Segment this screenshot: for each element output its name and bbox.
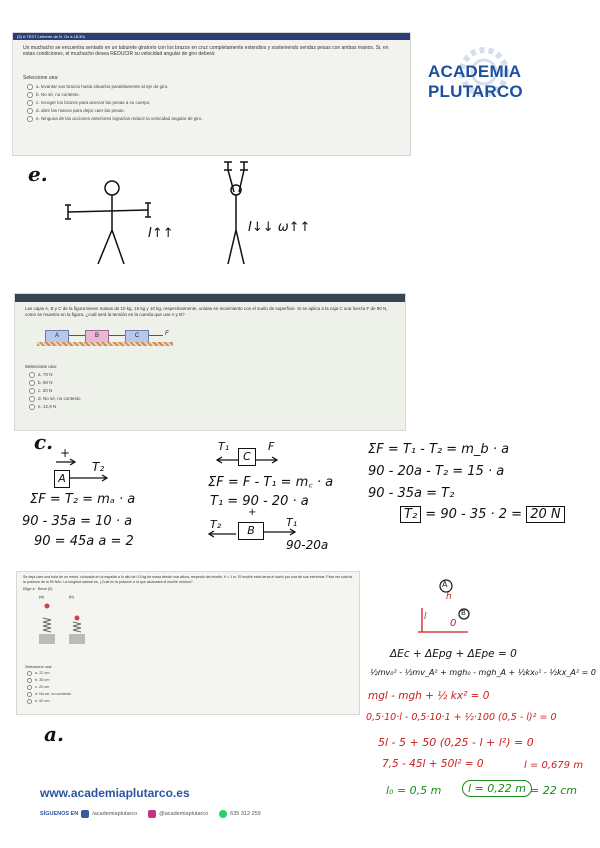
option-b[interactable]: b. No sé, no contesto. — [27, 91, 203, 99]
facebook-icon[interactable] — [81, 810, 89, 818]
radio-icon[interactable] — [27, 699, 32, 704]
work-eq-5: 5l - 5 + 50 (0,25 - l + l²) = 0 — [378, 736, 534, 749]
radio-icon[interactable] — [27, 678, 32, 683]
question-1-text: Un muchacho se encuentra sentado en un taburete giratorio con los brazos en cruz completamente extendios y sosteniendo sendas pesas con ambas manos. Si, en estas condiciones, el muchacho desea REDUCIR su velocidad angular de giro deberá: — [23, 45, 389, 57]
rope-ab — [69, 335, 85, 336]
option-a[interactable]: a. 70 N — [29, 371, 81, 379]
radio-icon[interactable] — [29, 380, 35, 386]
zero-label: 0 — [450, 618, 457, 629]
force-arrow — [149, 335, 163, 336]
rope-bc — [109, 335, 125, 336]
plus-direction-b: + — [248, 507, 257, 518]
option-b[interactable]: b. 90 N — [29, 379, 81, 387]
option-d[interactable]: d. No sé, no contesto — [29, 395, 81, 403]
boxes-diagram — [37, 328, 177, 348]
box-c-drawn: C — [238, 448, 256, 466]
arrow-left-icon — [206, 530, 236, 538]
option-c[interactable]: c. 20 cm — [27, 684, 71, 691]
option-c[interactable]: c. 20 N — [29, 387, 81, 395]
work-eq-3: mgl - mgh + ½ kx² = 0 — [368, 690, 490, 702]
whatsapp-number[interactable]: 635 312 259 — [230, 811, 261, 817]
box-b: B — [85, 330, 109, 343]
length-label: l — [424, 612, 427, 622]
eq-a-1: ΣF = T₂ = mₐ · a — [30, 492, 136, 507]
question-3-screenshot — [16, 571, 360, 715]
option-e[interactable]: e. 12,9 N — [29, 403, 81, 411]
figure-label-b: (b) — [69, 594, 74, 599]
tension-t2-label: T₂ — [92, 460, 105, 474]
box-b-drawn: B — [238, 522, 264, 540]
eq-right-4 — [400, 506, 565, 523]
work-eq-4: 0,5·10·l - 0,5·10·1 + ½·100 (0,5 - l)² = 0 — [366, 712, 557, 723]
note-moment-increase: I↑↑ — [148, 226, 174, 241]
answer-letter-q1: e. — [28, 162, 48, 186]
footer-social-row — [40, 810, 261, 818]
arrow-left-icon — [214, 456, 238, 464]
question-3-text: Se deja caer una bola de un metro, colocada en la espalda a lo alto de 0,5 kg de masa desde una altura, respecto del muelle, h = 1 m. El muelle está cerca el suelo por una de sus extremos. Para ver cuál es la posición de la 50 N/m. La longitud natural es, ¿Cuál es la posición a la que alcanzará el muelle mínimo? — [23, 575, 353, 584]
question-3-options — [27, 670, 71, 705]
work-result-side: l = 0,679 m — [524, 760, 584, 771]
circle-a-label: A — [442, 580, 448, 589]
note-moment-decrease: I↓↓ ω↑↑ — [248, 220, 311, 235]
option-a[interactable]: a. 22 cm — [27, 670, 71, 677]
radio-icon[interactable] — [27, 100, 33, 106]
spring-figure — [33, 594, 87, 646]
arrow-right-icon — [56, 458, 78, 466]
box-c: C — [125, 330, 149, 343]
whatsapp-icon[interactable] — [219, 810, 227, 818]
radio-icon[interactable] — [29, 372, 35, 378]
option-c[interactable]: c. recoger los brazos para acercar las pesas a su cuerpo. — [27, 99, 203, 107]
radio-icon[interactable] — [27, 84, 33, 90]
option-a[interactable]: a. levantar sus brazos hasta situarlos paralelamente al eje de giro. — [27, 83, 203, 91]
follow-label: SÍGUENOS EN — [40, 811, 79, 817]
question-1-screenshot — [12, 32, 411, 156]
work-eq-2: ½mv₀² - ½mv_A² + mgh₀ - mgh_A + ½kx₀² - ½kx_A² = 0 — [370, 668, 596, 677]
option-d[interactable]: d. No sé, no contesto — [27, 691, 71, 698]
question-2-options — [29, 371, 81, 411]
ground-hatch — [37, 342, 173, 346]
tension-t2-label-b: T₂ — [210, 518, 222, 531]
question-1-options — [27, 83, 203, 123]
option-b[interactable]: b. 35 cm — [27, 677, 71, 684]
height-label: h — [446, 592, 452, 602]
boxed-t2: T₂ — [400, 506, 421, 523]
footer-website-link[interactable]: www.academiaplutarco.es — [40, 786, 190, 800]
force-f-label-c: F — [268, 440, 275, 453]
tension-arrow-icon — [70, 474, 110, 482]
question-3-score: Elige a · Bene (0) — [23, 587, 53, 591]
box-a: A — [45, 330, 69, 343]
radio-icon[interactable] — [29, 396, 35, 402]
radio-icon[interactable] — [29, 388, 35, 394]
option-d[interactable]: d. abrir las manos para dejar caer las pesas. — [27, 107, 203, 115]
tension-t1-label-b: T₁ — [286, 516, 298, 529]
question-2-text: Las cajas A, B y C de la figura tienen masas de 10 kg, 15 kg y 10 kg, respectivamente, unidas en movimiento con el suelo de superficie. Si se aplica a la caja C una fuerza F de 90 N, como se muestra en la figura, ¿cuál será la tensión en la cuerda que une A y B? — [25, 306, 388, 317]
circle-b-label: B — [461, 609, 466, 617]
eq-right-1: ΣF = T₁ - T₂ = m_b · a — [368, 442, 510, 457]
radio-icon[interactable] — [27, 671, 32, 676]
eq-a-2: 90 - 35a = 10 · a — [22, 514, 133, 529]
circled-result: l = 0,22 m — [462, 780, 532, 797]
radio-icon[interactable] — [27, 116, 33, 122]
arrow-right-icon — [256, 456, 280, 464]
boxed-result: 20 N — [526, 506, 564, 523]
radio-icon[interactable] — [27, 692, 32, 697]
work-eq-6: 7,5 - 45l + 50l² = 0 — [382, 758, 484, 770]
option-e[interactable]: e. 60 cm — [27, 698, 71, 705]
question-1-prompt: Seleccione una: — [23, 75, 59, 81]
brand-logo — [414, 44, 589, 100]
figure-label-a: (a) — [39, 594, 44, 599]
question-2-prompt: Seleccione una: — [25, 364, 58, 369]
eq-c-2: T₁ = 90 - 20 · a — [210, 494, 309, 509]
eq-a-3: 90 = 45a a = 2 — [34, 534, 134, 549]
tension-t1-label-c: T₁ — [218, 440, 230, 453]
answer-letter-q3: a. — [44, 722, 64, 746]
radio-icon[interactable] — [27, 108, 33, 114]
arrow-right-icon — [264, 528, 298, 536]
instagram-handle[interactable]: @academiaplutarco — [159, 811, 209, 817]
instagram-icon[interactable] — [148, 810, 156, 818]
option-e[interactable]: e. Ninguna de las acciones anteriores lograrías reducir la velocidad angular de giro. — [27, 115, 203, 123]
question-3-prompt: Seleccione una: — [25, 665, 53, 669]
brand-name: ACADEMIA PLUTARCO — [428, 62, 523, 101]
facebook-handle[interactable]: /academiaplutarco — [92, 811, 138, 817]
eq-c-1: ΣF = F - T₁ = m꜀ · a — [208, 475, 334, 490]
radio-icon[interactable] — [29, 404, 35, 410]
eq-b: 90-20a — [286, 538, 329, 552]
result-cm: = 22 cm — [530, 784, 577, 797]
eq-right-4-mid: = 90 - 35 · 2 = — [425, 507, 523, 522]
stick-figure-arms-up — [222, 158, 262, 268]
answer-letter-q2: c. — [34, 430, 54, 454]
natural-length: l₀ = 0,5 m — [386, 784, 442, 797]
eq-right-3: 90 - 35a = T₂ — [368, 486, 455, 501]
question-2-screenshot — [14, 293, 406, 431]
spring-icon — [33, 600, 87, 648]
question-1-title-bar: (5) # TEST Lehrerin da N. Ox a 18:30) — [13, 33, 410, 40]
radio-icon[interactable] — [27, 685, 32, 690]
eq-right-2: 90 - 20a - T₂ = 15 · a — [368, 464, 505, 479]
force-label: F — [165, 331, 169, 337]
plus-direction-a: + — [60, 446, 71, 460]
box-a-drawn: A — [54, 470, 70, 488]
work-eq-1: ΔEc + ΔEpg + ΔEpe = 0 — [390, 648, 517, 660]
question-2-top-strip — [15, 294, 405, 302]
radio-icon[interactable] — [27, 92, 33, 98]
stick-figure-arms-out — [60, 178, 160, 268]
